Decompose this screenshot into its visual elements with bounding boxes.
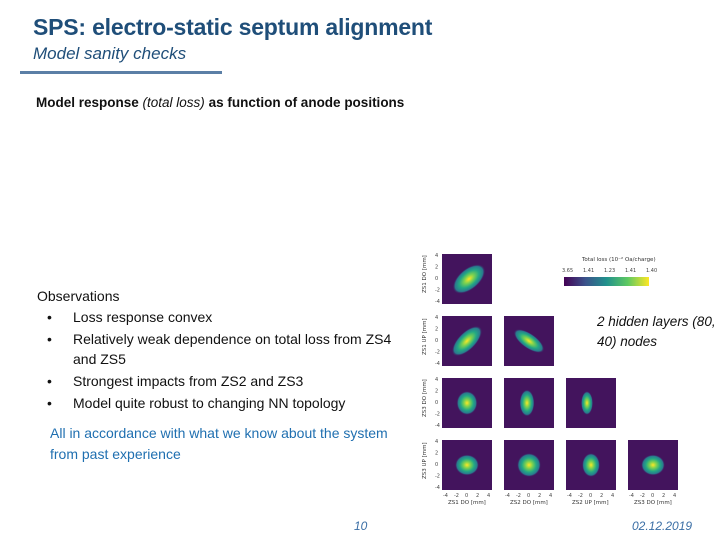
heading-text-pre: Model response [36, 95, 143, 110]
bullet-icon: • [47, 309, 52, 325]
y-tick: -2 [435, 349, 440, 356]
loss-blob [517, 453, 541, 477]
heatmap-panel [442, 378, 492, 428]
loss-heatmap-figure [414, 250, 714, 518]
section-heading [36, 95, 404, 110]
heatmap-panel [504, 440, 554, 490]
list-item-text: Strongest impacts from ZS2 and ZS3 [73, 373, 304, 389]
colorbar-ticks [562, 268, 657, 274]
x-axis-label: ZS2 UP [mm] [572, 500, 609, 506]
list-item-text: Relatively weak dependence on total loss from ZS4 and ZS5 [73, 331, 392, 367]
bullet-icon: • [47, 395, 52, 411]
x-tick: 2 [476, 493, 480, 499]
y-tick: 2 [435, 326, 439, 333]
x-tick: 4 [673, 493, 677, 499]
bullet-icon: • [47, 331, 52, 347]
y-tick: -4 [435, 423, 440, 429]
loss-blob [581, 391, 593, 415]
y-tick: 4 [435, 439, 439, 445]
x-tick: -4 [505, 493, 510, 499]
colorbar-tick: 1.41 [583, 268, 595, 274]
x-tick: -4 [443, 493, 448, 499]
y-tick: -4 [435, 361, 440, 367]
heatmap-grid-svg [414, 250, 714, 518]
bullet-icon: • [47, 373, 52, 389]
y-tick: 4 [435, 253, 439, 259]
loss-blob [641, 455, 665, 476]
x-tick: 2 [600, 493, 604, 499]
y-tick: 4 [435, 315, 439, 321]
heatmap-panel [442, 440, 492, 490]
y-tick: -2 [435, 473, 440, 480]
y-tick: 0 [435, 462, 439, 468]
heading-text-italic: (total loss) [142, 95, 205, 110]
list-item-text: Loss response convex [73, 309, 213, 325]
list-item [37, 329, 397, 369]
x-axis-label: ZS1 DO [mm] [448, 500, 486, 506]
y-tick: 0 [435, 276, 439, 282]
colorbar-tick: 1.40 [646, 268, 658, 274]
slide-title: SPS: electro-static septum alignment [33, 14, 433, 40]
heatmap-panels [435, 253, 678, 491]
x-tick: -2 [578, 493, 583, 499]
x-tick: 4 [549, 493, 553, 499]
heatmap-panel [504, 316, 554, 366]
slide-date: 02.12.2019 [632, 519, 693, 533]
y-axis-label: ZS3 DO [mm] [422, 379, 428, 417]
y-tick: 4 [435, 377, 439, 383]
y-axis-label: ZS3 UP [mm] [422, 442, 428, 479]
list-item [37, 306, 397, 328]
x-tick: 2 [662, 493, 666, 499]
x-axis-label: ZS3 DO [mm] [634, 500, 672, 506]
heatmap-panel [566, 378, 616, 428]
x-tick: 0 [465, 493, 469, 499]
x-tick: -2 [516, 493, 521, 499]
x-tick: -2 [640, 493, 645, 499]
x-axis-label: ZS2 DO [mm] [510, 500, 548, 506]
loss-blob [520, 390, 535, 417]
y-tick: -4 [435, 299, 440, 305]
y-tick: -2 [435, 411, 440, 418]
colorbar-tick: 1.41 [625, 268, 637, 274]
list-item-text: Model quite robust to changing NN topology [73, 395, 346, 411]
x-axis-labels [443, 493, 676, 506]
x-tick: 0 [527, 493, 531, 499]
colorbar [564, 277, 649, 286]
y-axis-label: ZS1 UP [mm] [422, 318, 428, 355]
observations-title: Observations [37, 288, 120, 304]
observations-list [37, 306, 397, 414]
loss-blob [455, 455, 479, 476]
loss-blob [457, 391, 478, 415]
y-tick: 0 [435, 338, 439, 344]
y-tick: -2 [435, 287, 440, 294]
x-tick: -4 [567, 493, 572, 499]
page-number: 10 [354, 519, 368, 533]
x-tick: -2 [454, 493, 459, 499]
observations-block [37, 287, 397, 414]
y-tick: 2 [435, 388, 439, 395]
x-tick: -4 [629, 493, 634, 499]
title-underline [20, 71, 222, 74]
heatmap-panel [442, 254, 492, 304]
heatmap-panel [442, 316, 492, 366]
x-tick: 2 [538, 493, 542, 499]
colorbar-tick: 1.23 [604, 268, 616, 274]
conclusion-text: All in accordance with what we know about the system from past experience [50, 425, 388, 462]
nn-topology-note: 2 hidden layers (80, 40) nodes [597, 314, 716, 349]
colorbar-label: Total loss (10⁻² Oa/charge) [582, 257, 656, 263]
x-tick: 4 [487, 493, 491, 499]
y-tick: 2 [435, 264, 439, 271]
list-item [37, 392, 397, 414]
x-tick: 0 [589, 493, 593, 499]
x-tick: 4 [611, 493, 615, 499]
slide-subtitle: Model sanity checks [33, 44, 187, 63]
y-tick: 2 [435, 450, 439, 457]
y-tick: -4 [435, 485, 440, 491]
colorbar-tick: 3.65 [562, 268, 574, 274]
heatmap-panel [628, 440, 678, 490]
y-axis-labels [422, 255, 428, 479]
loss-blob [582, 453, 600, 477]
x-tick: 0 [651, 493, 655, 499]
heatmap-panel [566, 440, 616, 490]
heatmap-panel [504, 378, 554, 428]
y-tick: 0 [435, 400, 439, 406]
y-axis-label: ZS1 DO [mm] [422, 255, 428, 293]
heading-text-post: as function of anode positions [204, 95, 405, 110]
list-item [37, 370, 397, 392]
